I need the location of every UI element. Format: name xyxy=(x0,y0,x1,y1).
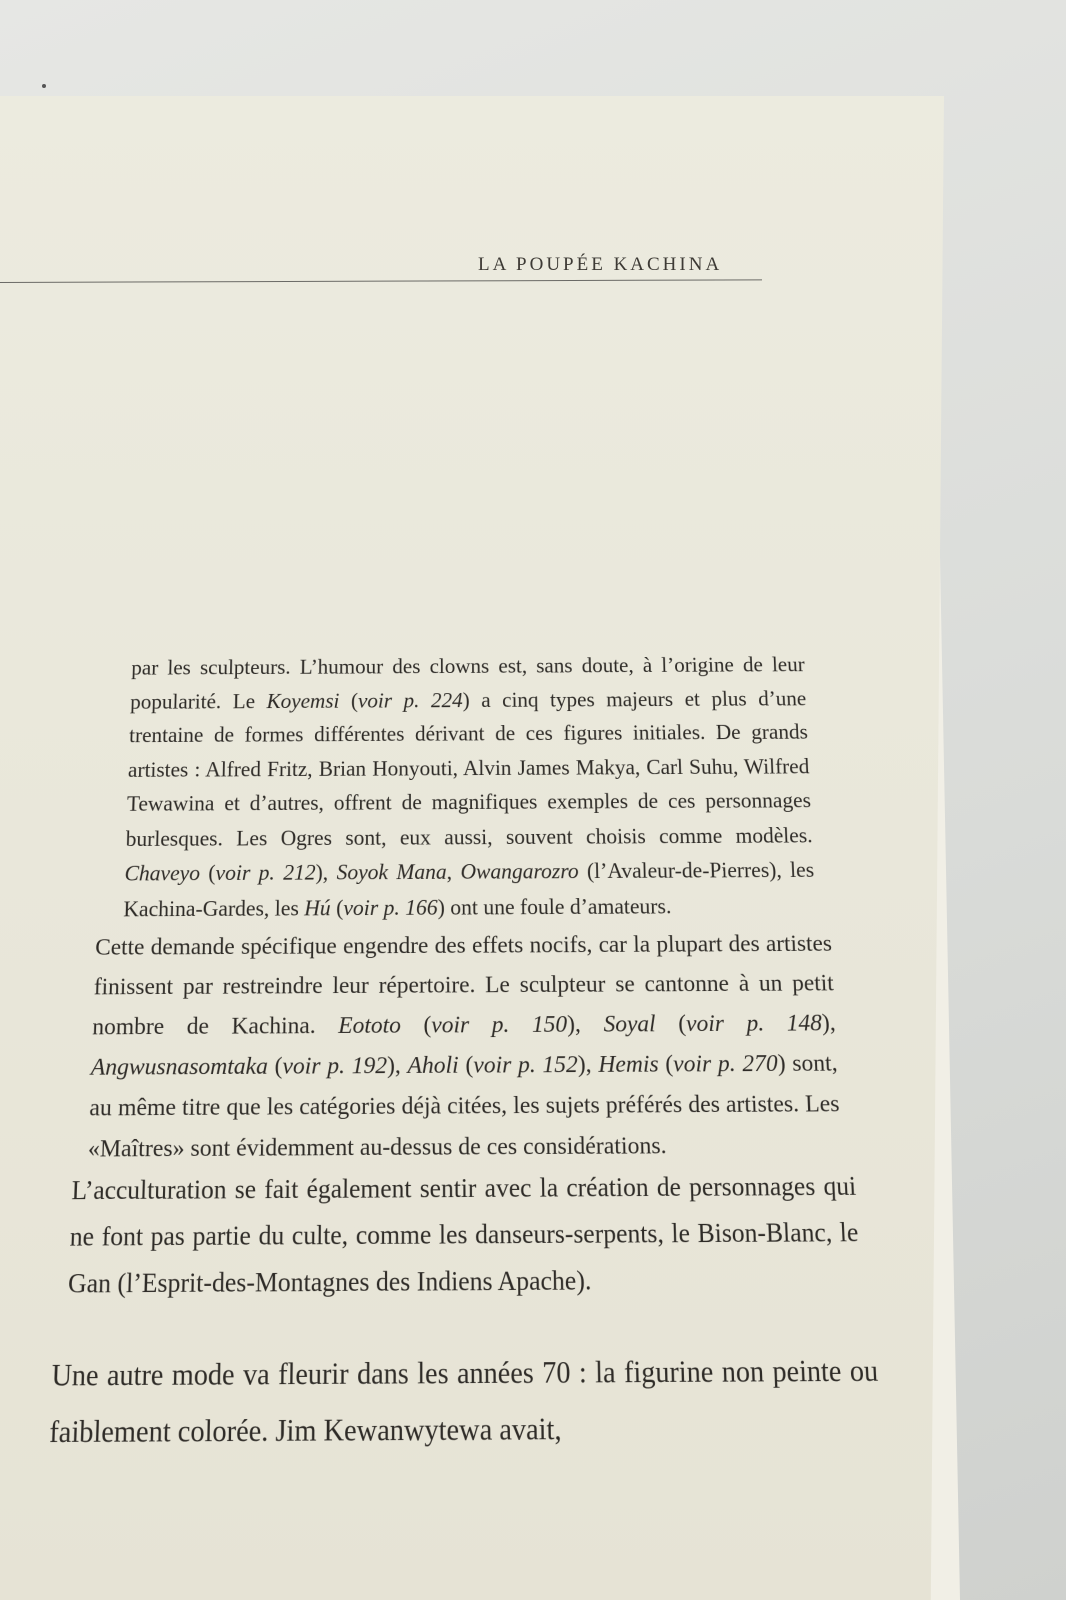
italic-run: voir p. 212 xyxy=(215,859,316,886)
italic-run: Soyok Mana xyxy=(336,858,447,885)
italic-run: voir p. 270 xyxy=(672,1049,779,1077)
text-run: ) a cinq types majeurs et plus d’une trentaine de formes différentes dérivant de ces figures initiales. De grands artistes : Alfred Fritz, Brian Honyouti, Alvin James Makya, Carl Suhu, Wilfred Tewawina et d’autres, offrent de magnifiques exemples de ces personnages burlesques. Les Ogres sont, eux aussi, souvent choisis comme modèles. xyxy=(125,685,813,851)
dust-speck xyxy=(42,84,46,88)
text-run: ), xyxy=(566,1009,604,1038)
text-run: ( xyxy=(458,1050,474,1079)
text-run: ), xyxy=(315,859,337,885)
text-run: ( xyxy=(330,894,344,920)
text-run: L’acculturation se fait également sentir avec la création de personnages qui ne font pas partie du culte, comme les danseurs-serpents, le Bison-Blanc, le Gan (l’Esprit-des-Montagnes des Indiens Apache). xyxy=(67,1172,859,1300)
paragraph-unpainted xyxy=(48,1343,882,1461)
italic-run: voir p. 148 xyxy=(685,1008,823,1037)
text-run: ( xyxy=(658,1049,674,1078)
italic-run: Koyemsi xyxy=(266,688,340,713)
italic-run: Soyal xyxy=(603,1009,656,1037)
italic-run: Hú xyxy=(304,894,331,921)
italic-run: Hemis xyxy=(598,1049,659,1078)
italic-run: voir p. 192 xyxy=(282,1051,388,1080)
text-run: ), xyxy=(821,1008,837,1036)
paragraph-demand xyxy=(87,923,842,1169)
text-run: ) ont une foule d’amateurs. xyxy=(437,892,672,920)
italic-run: Aholi xyxy=(407,1050,459,1079)
text-run: ), xyxy=(387,1051,408,1079)
text-run: Cette demande spécifique engendre des effets nocifs, car la plupart des artistes finissent par restreindre leur répertoire. Le sculpteur se cantonne à un petit nombre de Kachina. xyxy=(91,929,835,1040)
italic-run: Chaveyo xyxy=(124,860,201,886)
italic-run: voir p. 152 xyxy=(473,1050,579,1079)
text-run: , xyxy=(446,858,461,885)
text-run: ( xyxy=(400,1010,432,1039)
text-run: ( xyxy=(267,1051,283,1080)
text-run: par les sculpteurs. L’humour des clowns est, sans doute, à l’origine de leur popularité. Le xyxy=(129,652,806,714)
text-run: (l’Avaleur-de-Pierres), les Kachina-Gardes, les xyxy=(123,856,815,922)
italic-run: Angwusnasomtaka xyxy=(90,1051,269,1081)
paragraph-acculturation xyxy=(67,1165,862,1309)
italic-run: voir p. 166 xyxy=(343,894,438,920)
italic-run: Owangarozro xyxy=(460,858,579,884)
text-run: ( xyxy=(199,860,216,886)
text-run: ( xyxy=(339,687,359,713)
text-run: ), xyxy=(577,1050,599,1078)
paragraph-clowns xyxy=(123,648,817,927)
italic-run: voir p. 224 xyxy=(357,687,463,713)
running-header: LA POUPÉE KACHINA xyxy=(478,254,723,275)
text-run: ) sont, au même titre que les catégories déjà citées, les sujets préférés des artistes. Les «Maîtres» sont évidemment au-dessus de ces considérations. xyxy=(87,1048,840,1163)
text-run: ( xyxy=(655,1009,687,1037)
text-run: Une autre mode va fleurir dans les années 70 : la figurine non peinte ou faiblement colorée. Jim Kewanwytewa avait, xyxy=(48,1353,879,1450)
italic-run: Eototo xyxy=(338,1010,401,1039)
italic-run: voir p. 150 xyxy=(431,1010,568,1038)
body-text xyxy=(48,648,880,1461)
